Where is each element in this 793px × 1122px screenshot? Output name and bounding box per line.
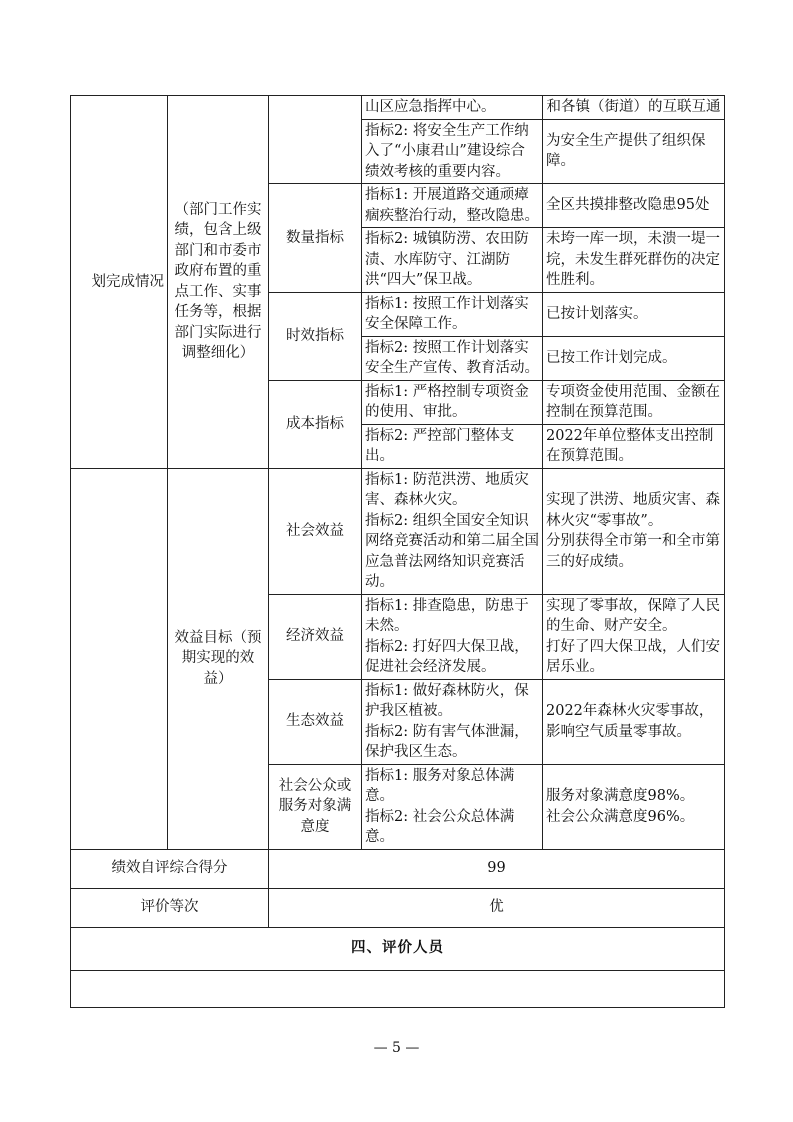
economic-benefit-label: 经济效益 <box>269 594 362 679</box>
score-value: 99 <box>269 849 725 888</box>
value-cell: 未垮一库一坝，未溃一堤一垸，未发生群死群伤的决定性胜利。 <box>543 228 725 293</box>
timeliness-indicator-label: 时效指标 <box>269 292 362 380</box>
value-cell: 2022年单位整体支出控制在预算范围。 <box>543 424 725 468</box>
performance-table <box>70 95 725 1008</box>
indicator-cell: 指标2: 将安全生产工作纳入了“小康君山”建设综合绩效考核的重要内容。 <box>362 119 543 184</box>
value-cell <box>543 468 725 594</box>
indicator-cell: 指标2: 城镇防涝、农田防渍、水库防守、江湖防洪“四大”保卫战。 <box>362 228 543 293</box>
indicator-1: 指标1: 做好森林防火，保护我区植被。 <box>365 682 529 719</box>
grade-value: 优 <box>269 888 725 927</box>
indicator-2: 指标2: 组织全国安全知识网络竞赛活动和第二届全国应急普法网络知识竞赛活动。 <box>365 512 539 590</box>
value-2: 分别获得全市第一和全市第三的好成绩。 <box>546 533 720 570</box>
cost-indicator-label: 成本指标 <box>269 380 362 468</box>
value-1: 实现了洪涝、地质灾害、森林火灾“零事故”。 <box>546 492 720 529</box>
indicator-cell: 指标2: 严控部门整体支出。 <box>362 424 543 468</box>
output-target-note: （部门工作实绩，包含上级部门和市委市政府布置的重点工作、实事任务等，根据部门实际进行调整细化） <box>168 96 269 469</box>
score-label: 绩效自评综合得分 <box>71 849 269 888</box>
value-cell: 为安全生产提供了组织保障。 <box>543 119 725 184</box>
value-cell: 已按工作计划完成。 <box>543 336 725 380</box>
indicator-cell: 指标1: 严格控制专项资金的使用、审批。 <box>362 380 543 424</box>
table-row <box>71 468 725 594</box>
indicator-2: 指标2: 打好四大保卫战，促进社会经济发展。 <box>365 638 529 675</box>
score-row <box>71 849 725 888</box>
indicator-cell: 指标1: 按照工作计划落实安全保障工作。 <box>362 292 543 336</box>
indicator-1: 指标1: 服务对象总体满意。 <box>365 767 515 804</box>
value-cell <box>543 594 725 679</box>
value-cell: 已按计划落实。 <box>543 292 725 336</box>
indicator-1: 指标1: 排查隐患，防患于未然。 <box>365 597 529 634</box>
social-benefit-label: 社会效益 <box>269 468 362 594</box>
indicator-cell <box>362 594 543 679</box>
value-cell: 专项资金使用范围、金额在控制在预算范围。 <box>543 380 725 424</box>
indicator-1: 指标1: 防范洪涝、地质灾害、森林火灾。 <box>365 471 529 508</box>
blank-cell <box>71 468 168 849</box>
indicator-cell <box>362 679 543 764</box>
value-1: 实现了零事故，保障了人民的生命、财产安全。 <box>546 597 720 634</box>
benefit-target-label: 效益目标（预期实现的效益） <box>168 468 269 849</box>
value-cell: 和各镇（街道）的互联互通 <box>543 96 725 120</box>
value-1: 服务对象满意度98%。 <box>546 788 695 804</box>
grade-label: 评价等次 <box>71 888 269 927</box>
value-2: 打好了四大保卫战，人们安居乐业。 <box>546 638 720 675</box>
grade-row <box>71 888 725 927</box>
satisfaction-label: 社会公众或服务对象满意度 <box>269 764 362 849</box>
section-title: 四、评价人员 <box>71 927 725 970</box>
indicator-2: 指标2: 防有害气体泄漏，保护我区生态。 <box>365 723 529 760</box>
value-cell <box>543 764 725 849</box>
blank-cell <box>71 970 725 1007</box>
indicator-cell: 指标2: 按照工作计划落实安全生产宣传、教育活动。 <box>362 336 543 380</box>
quantity-indicator-label: 数量指标 <box>269 184 362 293</box>
value-cell: 全区共摸排整改隐患95处 <box>543 184 725 228</box>
indicator-cell <box>362 764 543 849</box>
value-cell: 2022年森林火灾零事故，影响空气质量零事故。 <box>543 679 725 764</box>
indicator-cell: 指标1: 开展道路交通顽瘴痼疾整治行动，整改隐患。 <box>362 184 543 228</box>
indicator-cell: 山区应急指挥中心。 <box>362 96 543 120</box>
ecological-benefit-label: 生态效益 <box>269 679 362 764</box>
blank-row <box>71 970 725 1007</box>
indicator-2: 指标2: 社会公众总体满意。 <box>365 808 515 845</box>
value-2: 社会公众满意度96%。 <box>546 808 695 825</box>
page-number: — 5 — <box>373 1040 420 1056</box>
section-row <box>71 927 725 970</box>
indicator-cell <box>362 468 543 594</box>
table-row <box>71 96 725 120</box>
blank-category-cell <box>269 96 362 184</box>
plan-completion-label: 划完成情况 <box>71 96 168 469</box>
